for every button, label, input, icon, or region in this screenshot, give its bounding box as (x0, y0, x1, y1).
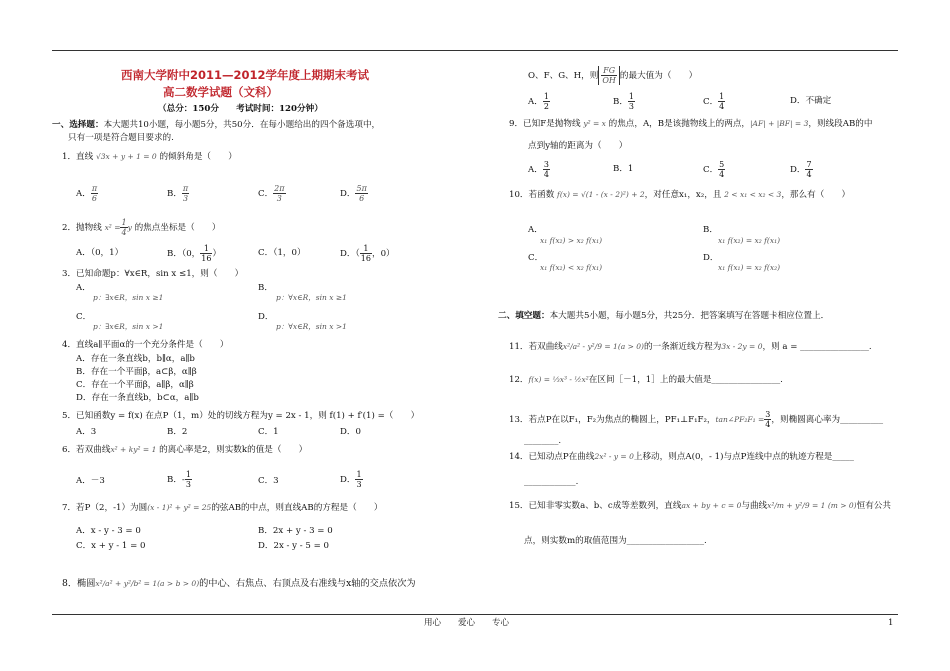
footer-rule (52, 614, 898, 615)
q1-option-b[interactable]: B． $\frac{\pi}{3}$ (167, 184, 189, 203)
question-2-stem: 2．抛物线 x² = $\frac{1}{4}$ y 的焦点坐标是（ ） (62, 218, 221, 237)
q5-option-b[interactable]: B．2 (167, 427, 188, 437)
question-8-stem: 8．椭圆x²/a² + y²/b² = 1(a > b > 0)的中心、右焦点、右顶点及右准线与x轴的交点依次为 (62, 578, 416, 589)
q1-option-c[interactable]: C． $\frac{2\pi}{3}$ (258, 184, 285, 203)
q6-option-d[interactable]: D． $\frac{1}{3}$ (340, 470, 362, 489)
q2-option-d[interactable]: D．（ $\frac{1}{16}$ ，0） (340, 244, 395, 263)
q10-option-a-math: x₁ f(x₂) > x₂ f(x₁) (540, 236, 603, 245)
q7-option-c[interactable]: C．x + y - 1 = 0 (76, 541, 146, 551)
section1-intro-cont: 只有一项是符合题目要求的. (68, 133, 174, 143)
q9-option-d[interactable]: D． $\frac{7}{4}$ (790, 160, 812, 179)
q9-option-c[interactable]: C． $\frac{5}{4}$ (703, 160, 725, 179)
question-14-cont: ____________. (524, 477, 579, 487)
question-8-cont: O、F、G、H，则 $\frac{FG}{OH}$ 的最大值为（ ） (528, 66, 698, 85)
q3-option-c[interactable]: C． (76, 312, 92, 322)
page-number: 1 (888, 618, 894, 628)
q4-option-a[interactable]: A．存在一条直线b，b∥α，a∥b (76, 354, 195, 364)
q8-option-c[interactable]: C． $\frac{1}{4}$ (703, 92, 725, 111)
q7-option-a[interactable]: A．x - y - 3 = 0 (76, 526, 141, 536)
q2-option-a[interactable]: A．（0，1） (76, 248, 124, 258)
section2-intro: 二、填空题：本大题共5小题，每小题5分，共25分．把答案填写在答题卡相应位置上． (498, 311, 830, 321)
header-rule (52, 50, 898, 51)
question-6-stem: 6．若双曲线x² + ky² = 1 的离心率是2，则实数k的值是（ ） (62, 445, 308, 455)
q3-option-b[interactable]: B． (258, 283, 273, 293)
question-15-cont: 点，则实数m的取值范围为__________________. (524, 536, 707, 546)
q5-option-a[interactable]: A．3 (76, 427, 97, 437)
q3-option-b-math: p：∀x∈R，sin x ≥1 (276, 293, 347, 302)
question-13-cont: ________. (524, 436, 562, 446)
q10-option-b[interactable]: B． (703, 225, 718, 235)
question-14: 14．已知动点P在曲线2x² - y = 0上移动，则点A(0，- 1)与点P连线中点的轨迹方程是_____ (509, 452, 854, 462)
question-1-stem: 1．直线 √3x + y + 1 = 0 的倾斜角是（ ） (62, 152, 237, 162)
q9-option-b[interactable]: B．1 (613, 164, 634, 174)
question-3-stem: 3．已知命题p：∀x∈R，sin x ≤1，则（ ） (62, 269, 244, 279)
q5-option-c[interactable]: C．1 (258, 427, 279, 437)
q1-option-d[interactable]: D． $\frac{5\pi}{6}$ (340, 184, 367, 203)
q3-option-d-math: p：∀x∈R，sin x >1 (276, 322, 347, 331)
q1-option-a[interactable]: A． $\frac{\pi}{6}$ (76, 184, 98, 203)
q5-option-d[interactable]: D．0 (340, 427, 361, 437)
q2-option-c[interactable]: C．（1，0） (258, 248, 306, 258)
question-12: 12．f(x) = ⅓x³ - ½x²在区间［－1，1］上的最大值是________________. (509, 375, 783, 385)
question-7-stem: 7．若P（2，-1）为圆(x - 1)² + y² = 25的弦AB的中点，则直线AB的方程是（ ） (62, 503, 383, 513)
q10-option-d[interactable]: D． (703, 253, 719, 263)
page-title: 西南大学附中2011—2012学年度上期期末考试 (121, 68, 370, 82)
q3-option-c-math: p：∃x∈R，sin x >1 (93, 322, 164, 331)
q10-option-c[interactable]: C． (528, 253, 544, 263)
section1-intro: 一、选择题：本大题共10小题，每小题5分，共50分．在每小题给出的四个备选项中， (52, 120, 381, 130)
q9-option-a[interactable]: A． $\frac{3}{4}$ (528, 160, 549, 179)
question-4-stem: 4．直线a∥平面α的一个充分条件是（ ） (62, 340, 229, 350)
q3-option-a[interactable]: A． (76, 283, 91, 293)
q8-option-d[interactable]: D．不确定 (790, 96, 832, 106)
q4-option-d[interactable]: D．存在一条直线b，b⊂α，a∥b (76, 393, 199, 403)
q2-option-b[interactable]: B．（0， $\frac{1}{16}$ ） (167, 244, 222, 263)
q3-option-d[interactable]: D． (258, 312, 274, 322)
q4-option-b[interactable]: B．存在一个平面β，a⊂β，α∥β (76, 367, 197, 377)
question-10-stem: 10．若函数 f(x) = √(1 - (x - 2)²) + 2，对任意x₁，x₂，且 2 < x₁ < x₂ < 3，那么有（ ） (509, 190, 851, 200)
q10-option-a[interactable]: A． (528, 225, 543, 235)
question-9-stem: 9．已知F是抛物线 y² = x 的焦点，A，B是该抛物线上的两点，|AF| + |BF| = 3，则线段AB的中 (509, 119, 873, 129)
q7-option-b[interactable]: B．2x + y - 3 = 0 (258, 526, 333, 536)
q6-option-a[interactable]: A．－3 (76, 476, 105, 486)
question-5-stem: 5．已知函数y = f(x) 在点P（1，m）处的切线方程为y = 2x - 1，则 f(1) + f′(1) =（ ） (62, 411, 420, 421)
q10-option-b-math: x₁ f(x₂) = x₂ f(x₁) (718, 236, 781, 245)
q8-option-a[interactable]: A． $\frac{1}{2}$ (528, 92, 549, 111)
question-9-cont: 点到y轴的距离为（ ） (528, 141, 628, 151)
q6-option-c[interactable]: C．3 (258, 476, 279, 486)
question-15: 15．已知非零实数a、b、c成等差数列，直线ax + by + c = 0与曲线x²/m + y²/9 = 1 (m > 0)恒有公共 (509, 501, 891, 511)
q8-option-b[interactable]: B． $\frac{1}{3}$ (613, 92, 635, 111)
q7-option-d[interactable]: D．2x - y - 5 = 0 (258, 541, 329, 551)
q3-option-a-math: p：∃x∈R，sin x ≥1 (93, 293, 164, 302)
q4-option-c[interactable]: C．存在一个平面β，a∥β，α∥β (76, 380, 194, 390)
q6-option-b[interactable]: B．- $\frac{1}{3}$ (167, 470, 191, 489)
footer-motto: 用心 爱心 专心 (424, 618, 510, 628)
question-11: 11．若双曲线x²/a² - y²/9 = 1(a > 0)的一条渐近线方程为3x - 2y = 0，则 a = ________________. (509, 342, 872, 352)
question-13: 13．若点P在以F₁，F₂为焦点的椭圆上，PF₁⊥F₁F₂，tan∠PF₂F₁ = $\frac{3}{4}$ ，则椭圆离心率为__________ (509, 410, 884, 429)
exam-meta: （总分：150分 考试时间：120分钟） (158, 104, 323, 114)
q10-option-c-math: x₁ f(x₂) < x₂ f(x₁) (540, 263, 603, 272)
q10-option-d-math: x₁ f(x₁) = x₂ f(x₂) (718, 263, 781, 272)
page-subtitle: 高二数学试题（文科） (163, 85, 278, 99)
